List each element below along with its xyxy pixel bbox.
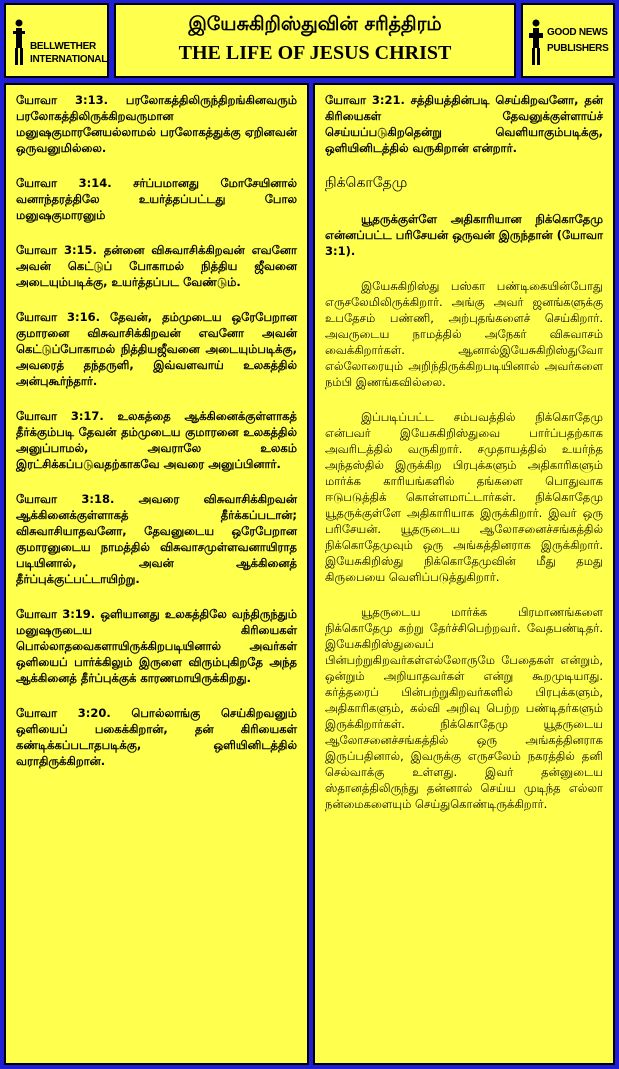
section-heading: நிக்கொதேமு bbox=[325, 175, 408, 191]
verse-3-21: யோவா 3:21. சத்தியத்தின்படி செய்கிறவனோ, தன் கிரியைகள் தேவனுக்குள்ளாய்ச் செய்யப்படுகிறதென்று வெளியாகும்படிக்கு, ஒளியினிடத்தில் வருகிறான் என்றார். bbox=[325, 93, 603, 155]
section-intro: யூதருக்குள்ளே அதிகாரியான நிக்கொதேமு என்னப்பட்ட பரிசேயன் ஒருவன் இருந்தான் (யோவா 3:1). bbox=[325, 212, 603, 258]
logo-left-line2: INTERNATIONAL bbox=[30, 54, 108, 65]
body-paragraph-2: இப்படிப்பட்ட சம்பவத்தில் நிக்கொதேமு என்பவர் இயேசுகிறிஸ்துவை பார்ப்பதற்காக அவரிடத்தில் வருகிறார். சமுதாயத்தில் உயர்ந்த அந்தஸ்தில் இருக்கிற பிரபுக்களும் அதிகாரிகளும் மார்க்க காரியங்களில் தங்களை பொதுவாக ஈடுபடுத்திக் கொள்ளமாட்டார்கள். நிக்கொதேமு யூதருக்குள்ளே அதிகாரியாக இருக்கிறார். இவர் ஒரு பரிசேயன். யூதருடைய ஆலோசனைச்சங்கத்தில் நிக்கொதேமுவும் ஒரு அங்கத்தினராக இருக்கிறார். இயேசுகிறிஸ்து நிக்கொதேமுவின் மீது தமது கிருபையை வெளிப்படுத்துகிறார். bbox=[325, 410, 603, 584]
verse-3-19: யோவா 3:19. ஒளியானது உலகத்திலே வந்திருந்தும் மனுஷருடைய கிரியைகள் பொல்லாதவைகளாயிருக்கிறபடியினால் அவர்கள் ஒளியைப் பார்க்கிலும் இருளை விரும்புகிறதே அந்த ஆக்கினைத் தீர்ப்புக்குக் காரணமாயிருக்கிறது. bbox=[16, 607, 297, 685]
body-paragraph-3: யூதருடைய மார்க்க பிரமாணங்களை நிக்கொதேமு கற்று தேர்ச்சிபெற்றவர். வேதபண்டிதர். இயேசுகிறிஸ்துவைப் பின்பற்றுகிறவர்கள்எல்லோருமே பேதைகள் என்றும், ஒன்றும் அறியாதவர்கள் என்று கூறமுடியாது. கர்த்தரைப் பின்பற்றுகிறவர்களில் பிரபுக்களும், அதிகாரிகளும், கல்வி அறிவு பெற்ற பண்டிதர்களும் இருக்கிறார்கள். நிக்கொதேமு யூதருடைய ஆலோசனைச்சங்கத்தில் ஒரு அங்கத்தினராக இருப்பதினால், இவருக்கு எருசலேம் நகரத்தில் தனி செல்வாக்கு உள்ளது. இவர் தன்னுடைய ஸ்தானத்திலிருந்து தன்னால் செய்ய முடிந்த எல்லா நன்மைகளையும் செய்துகொண்டிருக்கிறார். bbox=[325, 605, 603, 811]
good-news-logo bbox=[521, 3, 615, 78]
title-banner bbox=[114, 3, 516, 78]
left-column bbox=[4, 83, 309, 1065]
verse-3-16: யோவா 3:16. தேவன், தம்முடைய ஒரேபேறான குமாரனை விசுவாசிக்கிறவன் எவனோ அவன் கெட்டுப்போகாமல் நித்தியஜீவனை அடையும்படிக்கு, அவரைத் தந்தருளி, இவ்வளவாய் உலகத்தில் அன்புகூர்ந்தார். bbox=[16, 310, 297, 388]
logo-right-line2: PUBLISHERS bbox=[547, 43, 609, 54]
page-title-tamil: இயேசுகிறிஸ்துவின் சரித்திரம் bbox=[188, 13, 442, 35]
verse-3-20: யோவா 3:20. பொல்லாங்கு செய்கிறவனும் ஒளியைப் பகைக்கிறான், தன் கிரியைகள் கண்டிக்கப்படாதபடிக்கு, ஒளியினிடத்தில் வராதிருக்கிறான். bbox=[16, 706, 297, 768]
verse-3-17: யோவா 3:17. உலகத்தை ஆக்கினைக்குள்ளாகத் தீர்க்கும்படி தேவன் தம்முடைய குமாரனை உலகத்தில் அனுப்பாமல், அவராலே உலகம் இரட்சிக்கப்படுவதற்காகவே அவரை அனுப்பினார். bbox=[16, 409, 297, 471]
bellwether-logo bbox=[4, 3, 109, 78]
verse-3-14: யோவா 3:14. சர்ப்பமானது மோசேயினால் வனாந்தரத்திலே உயர்த்தப்பட்டது போல மனுஷகுமாரனும் bbox=[16, 176, 297, 222]
verse-3-13: யோவா 3:13. பரலோகத்திலிருந்திறங்கினவரும் பரலோகத்திலிருக்கிறவருமான மனுஷகுமாரனேயல்லாமல் பரலோகத்துக்கு ஏறினவன் ஒருவனுமில்லை. bbox=[16, 93, 297, 155]
figure-icon bbox=[12, 19, 26, 67]
right-column bbox=[313, 83, 615, 1065]
body-paragraph-1: இயேசுகிறிஸ்து பஸ்கா பண்டிகையின்போது எருசலேமிலிருக்கிறார். அங்கு அவர் ஜனங்களுக்கு உபதேசம் பண்ணி, அற்புதங்களைச் செய்கிறார். அவருடைய நாமத்தில் அநேகர் விசுவாசம் வைக்கிறார்கள். ஆனால்இயேசுகிறிஸ்துவோ எல்லோரையும் அறிந்திருக்கிறபடியினால் அவர்களை நம்பி இணங்கவில்லை. bbox=[325, 279, 603, 389]
logo-right-line1: GOOD NEWS bbox=[547, 27, 608, 38]
verse-3-18: யோவா 3:18. அவரை விசுவாசிக்கிறவன் ஆக்கினைக்குள்ளாகத் தீர்க்கப்படான்; விசுவாசியாதவனோ, தேவனுடைய ஒரேபேறான குமாரனுடைய நாமத்தில் விசுவாசமுள்ளவனாயிராத படியினால், அவன் ஆக்கினைத் தீர்ப்புக்குட்பட்டாயிற்று. bbox=[16, 492, 297, 586]
book-figure-icon bbox=[529, 19, 543, 67]
verse-3-15: யோவா 3:15. தன்னை விசுவாசிக்கிறவன் எவனோ அவன் கெட்டுப் போகாமல் நித்திய ஜீவனை அடையும்படிக்கு, உயர்த்தப்பட வேண்டும். bbox=[16, 243, 297, 289]
page-title-english: THE LIFE OF JESUS CHRIST bbox=[178, 42, 452, 64]
logo-left-line1: BELLWETHER bbox=[30, 41, 96, 52]
